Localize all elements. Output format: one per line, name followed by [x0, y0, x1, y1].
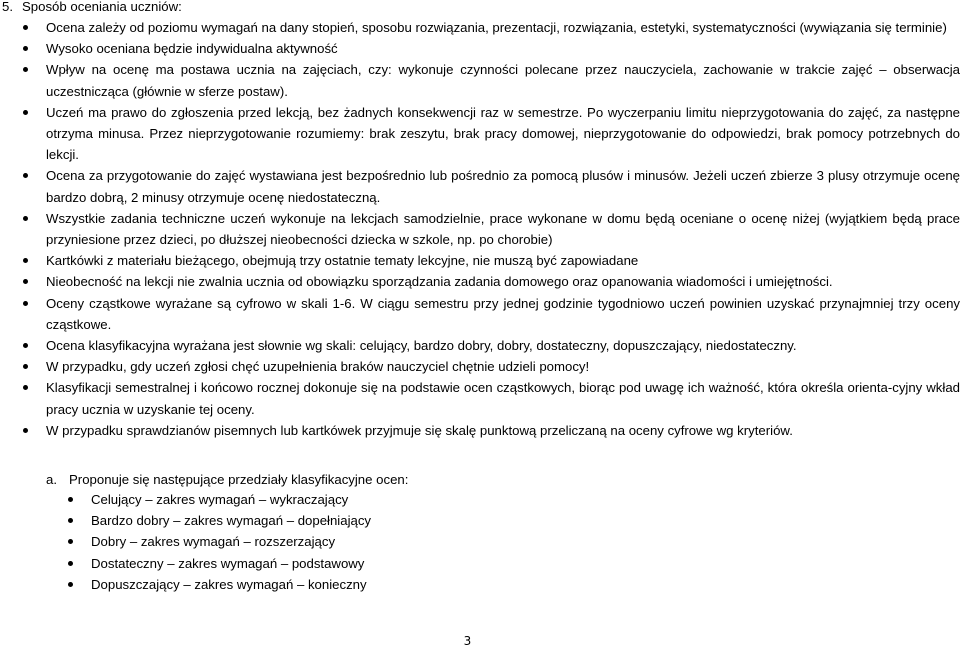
grade-scale-list — [0, 489, 371, 595]
rule-text: W przypadku, gdy uczeń zgłosi chęć uzupełnienia braków nauczyciel chętnie udzieli pomocy! — [46, 359, 590, 375]
rule-item — [0, 17, 960, 38]
grade-scale-text: Dopuszczający – zakres wymagań – konieczny — [91, 576, 367, 592]
bullet-icon — [23, 258, 28, 263]
bullet-icon — [23, 279, 28, 284]
grade-scale-item — [0, 489, 371, 510]
bullet-icon — [68, 539, 73, 544]
rule-text: Uczeń ma prawo do zgłoszenia przed lekcją, bez żadnych konsekwencji raz w semestrze. Po wyczerpaniu limitu nieprzygotowania do zajęć, za następne otrzyma minusa. Przez nieprzygotowanie rozumiemy: brak zeszytu, brak pracy domowej, nieprzygotowanie do odpowiedzi, brak pomocy potrzebnych do lekcji. — [46, 104, 960, 163]
bullet-icon — [68, 561, 73, 566]
bullet-icon — [23, 301, 28, 306]
rule-text: Kartkówki z materiału bieżącego, obejmują trzy ostatnie tematy lekcyjne, nie muszą być zapowiadane — [46, 253, 639, 269]
rule-item — [0, 271, 960, 292]
bullet-icon — [23, 25, 28, 30]
bullet-icon — [23, 216, 28, 221]
bullet-icon — [23, 364, 28, 369]
rule-item — [0, 335, 960, 356]
rule-item — [0, 420, 960, 441]
grade-scale-item — [0, 553, 371, 574]
bullet-icon — [23, 385, 28, 390]
rule-text: W przypadku sprawdzianów pisemnych lub kartkówek przyjmuje się skalę punktową przeliczaną na oceny cyfrowe wg kryteriów. — [46, 422, 793, 438]
bullet-icon — [68, 582, 73, 587]
rule-item — [0, 356, 960, 377]
grade-scale-text: Celujący – zakres wymagań – wykraczający — [91, 492, 349, 507]
rules-list — [0, 17, 960, 441]
rule-item — [0, 250, 960, 271]
rule-item — [0, 59, 960, 101]
grade-scale-text: Bardzo dobry – zakres wymagań – dopełniający — [91, 513, 372, 529]
bullet-icon — [23, 343, 28, 348]
rule-item — [0, 165, 960, 207]
bullet-icon — [68, 518, 73, 523]
grade-scale-item — [0, 574, 371, 595]
rule-text: Wysoko oceniana będzie indywidualna aktywność — [46, 41, 338, 57]
rule-item — [0, 377, 960, 419]
rule-item — [0, 102, 960, 166]
bullet-icon — [23, 67, 28, 72]
rule-item — [0, 208, 960, 250]
page-number: 3 — [463, 634, 472, 648]
rule-item — [0, 293, 960, 335]
bullet-icon — [23, 110, 28, 115]
rule-item — [0, 38, 960, 59]
section-heading — [2, 0, 182, 17]
bullet-icon — [23, 173, 28, 178]
grade-scale-text: Dobry – zakres wymagań – rozszerzający — [91, 534, 336, 550]
rule-text: Wpływ na ocenę ma postawa ucznia na zajęciach, czy: wykonuje czynności polecane przez nauczyciela, zachowanie w trakcie zajęć – obserwacja uczestnicząca (głównie w sferze postaw). — [46, 62, 960, 99]
grade-scale-item — [0, 531, 371, 552]
grade-scale-text: Dostateczny – zakres wymagań – podstawowy — [91, 555, 365, 571]
rule-text: Ocena za przygotowanie do zajęć wystawiana jest bezpośrednio lub pośrednio za pomocą plusów i minusów. Jeżeli uczeń zbierze 3 plusy otrzymuje ocenę bardzo dobrą, 2 minusy otrzymuje ocenę niedostateczną. — [46, 168, 960, 205]
bullet-icon — [68, 497, 73, 502]
subsection-heading — [46, 469, 408, 490]
rule-text: Oceny cząstkowe wyrażane są cyfrowo w skali 1-6. W ciągu semestru przy jednej godzinie tygodniowo uczeń powinien uzyskać przynajmniej trzy oceny cząstkowe. — [46, 295, 960, 332]
rule-text: Wszystkie zadania techniczne uczeń wykonuje na lekcjach samodzielnie, prace wykonane w domu będą oceniane o ocenę niżej (wyjątkiem będą prace przyniesione przez dzieci, po dłuższej nieobecności dziecka w szkole, np. po chorobie) — [46, 210, 960, 248]
section-number: 5. — [2, 0, 13, 14]
rule-text: Nieobecność na lekcji nie zwalnia ucznia od obowiązku sporządzania zadania domowego oraz opanowania wiadomości i umiejętności. — [46, 274, 833, 290]
subsection-title: Proponuje się następujące przedziały klasyfikacyjne ocen: — [69, 472, 409, 487]
bullet-icon — [23, 46, 28, 51]
section-title: Sposób oceniania uczniów: — [22, 0, 182, 14]
grade-scale-item — [0, 510, 371, 531]
rule-text: Ocena klasyfikacyjna wyrażana jest słownie wg skali: celujący, bardzo dobry, dobry, dostateczny, dopuszczający, niedostateczny. — [46, 338, 797, 354]
rule-text: Ocena zależy od poziomu wymagań na dany stopień, sposobu rozwiązania, prezentacji, rozwiązania, estetyki, systematyczności (wywiązania się terminie) — [46, 20, 947, 35]
subsection-letter: a. — [46, 472, 57, 487]
bullet-icon — [23, 428, 28, 433]
rule-text: Klasyfikacji semestralnej i końcowo rocznej dokonuje się na podstawie ocen cząstkowych, biorąc pod uwagę ich ważność, która określa orienta-cyjny wkład pracy ucznia w uzyskanie tej oceny. — [46, 380, 960, 417]
